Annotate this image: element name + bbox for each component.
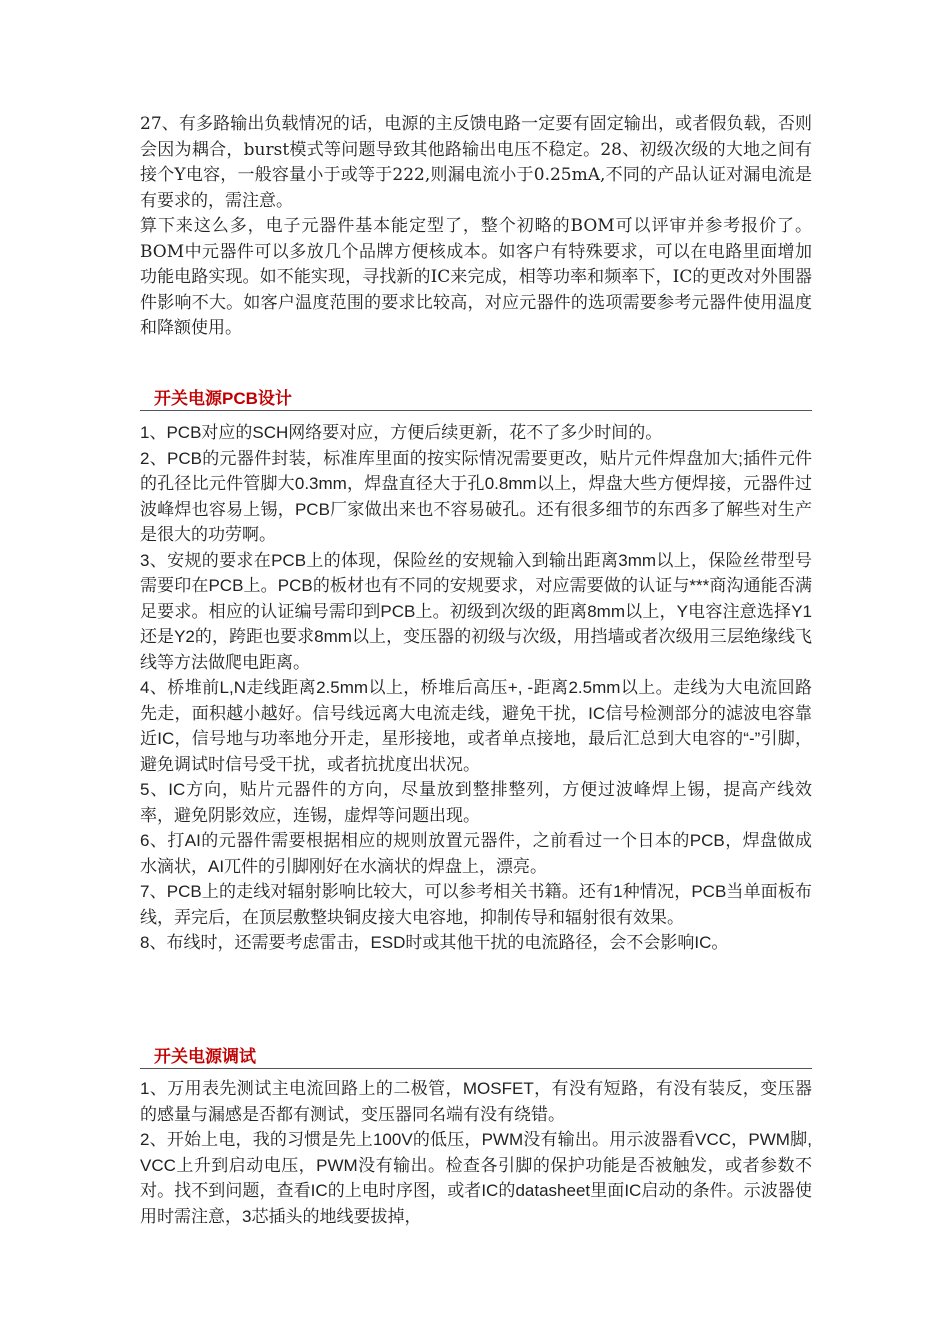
intro-text bbox=[140, 112, 812, 342]
pcb-item-6: 6、打AI的元器件需要根据相应的规则放置元器件，之前看过一个日本的PCB，焊盘做成水滴状，AI兀件的引脚刚好在水滴状的焊盘上，漂亮。 bbox=[140, 831, 812, 876]
debug-section-heading bbox=[140, 1043, 812, 1069]
intro-paragraph-1: 27、有多路输出负载情况的话，电源的主反馈电路一定要有固定输出，或者假负载，否则会因为耦合，burst模式等问题导致其他路输出电压不稳定。28、初级次级的大地之间有接个Y电容，一般容量小于或等于222,则漏电流小于0.25mA,不同的产品认证对漏电流是有要求的，需注意。 bbox=[140, 114, 812, 211]
pcb-section-heading bbox=[140, 385, 812, 411]
pcb-item-3: 3、安规的要求在PCB上的体现，保险丝的安规输入到输出距离3mm以上，保险丝带型号需要印在PCB上。PCB的板材也有不同的安规要求，对应需要做的认证与***商沟通能否满足要求。相应的认证编号需印到PCB上。初级到次级的距离8mm以上，Y电容注意选择Y1还是Y2的，跨距也要求8mm以上，变压器的初级与次级，用挡墙或者次级用三层绝缘线飞线等方法做爬电距离。 bbox=[140, 550, 812, 672]
pcb-item-1: 1、PCB对应的SCH网络要对应，方便后续更新，花不了多少时间的。 bbox=[140, 423, 663, 442]
intro-paragraph-2: 算下来这么多，电子元器件基本能定型了，整个初略的BOM可以评审并参考报价了。BOM中元器件可以多放几个品牌方便核成本。如客户有特殊要求，可以在电路里面增加功能电路实现。如不能实现，寻找新的IC来完成，相等功率和频率下，IC的更改对外围器件影响不大。如客户温度范围的要求比较高，对应元器件的选项需要参考元器件使用温度和降额使用。 bbox=[140, 216, 812, 338]
pcb-section-list bbox=[140, 420, 812, 956]
pcb-item-2: 2、PCB的元器件封装，标准库里面的按实际情况需要更改，贴片元件焊盘加大;插件元件的孔径比元件管脚大0.3mm，焊盘直径大于孔0.8mm以上，焊盘大些方便焊接，元器件过波峰焊也容易上锡，PCB厂家做出来也不容易破孔。还有很多细节的东西多了解些对生产是很大的功劳啊。 bbox=[140, 448, 812, 544]
pcb-item-5: 5、IC方向，贴片元器件的方向，尽量放到整排整列，方便过波峰焊上锡，提高产线效率，避免阴影效应，连锡，虚焊等问题出现。 bbox=[140, 780, 812, 825]
debug-section-list bbox=[140, 1076, 812, 1229]
debug-item-2: 2、开始上电，我的习惯是先上100V的低压，PWM没有输出。用示波器看VCC，PWM脚, VCC上升到启动电压，PWM没有输出。检查各引脚的保护功能是否被触发，或者参数不对。找不到问题，查看IC的上电时序图，或者IC的datasheet里面IC启动的条件。示波器使用时需注意，3芯插头的地线要拔掉， bbox=[140, 1130, 812, 1226]
pcb-item-7: 7、PCB上的走线对辐射影响比较大，可以参考相关书籍。还有1种情况，PCB当单面板布线，弄完后，在顶层敷整块铜皮接大电容地，抑制传导和辐射很有效果。 bbox=[140, 882, 812, 927]
pcb-item-4: 4、桥堆前L,N走线距离2.5mm以上，桥堆后高压+, -距离2.5mm以上。走线为大电流回路先走，面积越小越好。信号线远离大电流走线，避免干扰，IC信号检测部分的滤波电容靠近IC，信号地与功率地分开走，星形接地，或者单点接地，最后汇总到大电容的“-”引脚，避免调试时信号受干扰，或者抗扰度出状况。 bbox=[140, 678, 812, 774]
pcb-section-title: 开关电源PCB设计 bbox=[154, 389, 292, 408]
debug-item-1: 1、万用表先测试主电流回路上的二极管，MOSFET，有没有短路，有没有装反，变压器的感量与漏感是否都有测试，变压器同名端有没有绕错。 bbox=[140, 1079, 812, 1124]
debug-section-title: 开关电源调试 bbox=[154, 1047, 256, 1066]
pcb-item-8: 8、布线时，还需要考虑雷击，ESD时或其他干扰的电流路径，会不会影响IC。 bbox=[140, 933, 729, 952]
